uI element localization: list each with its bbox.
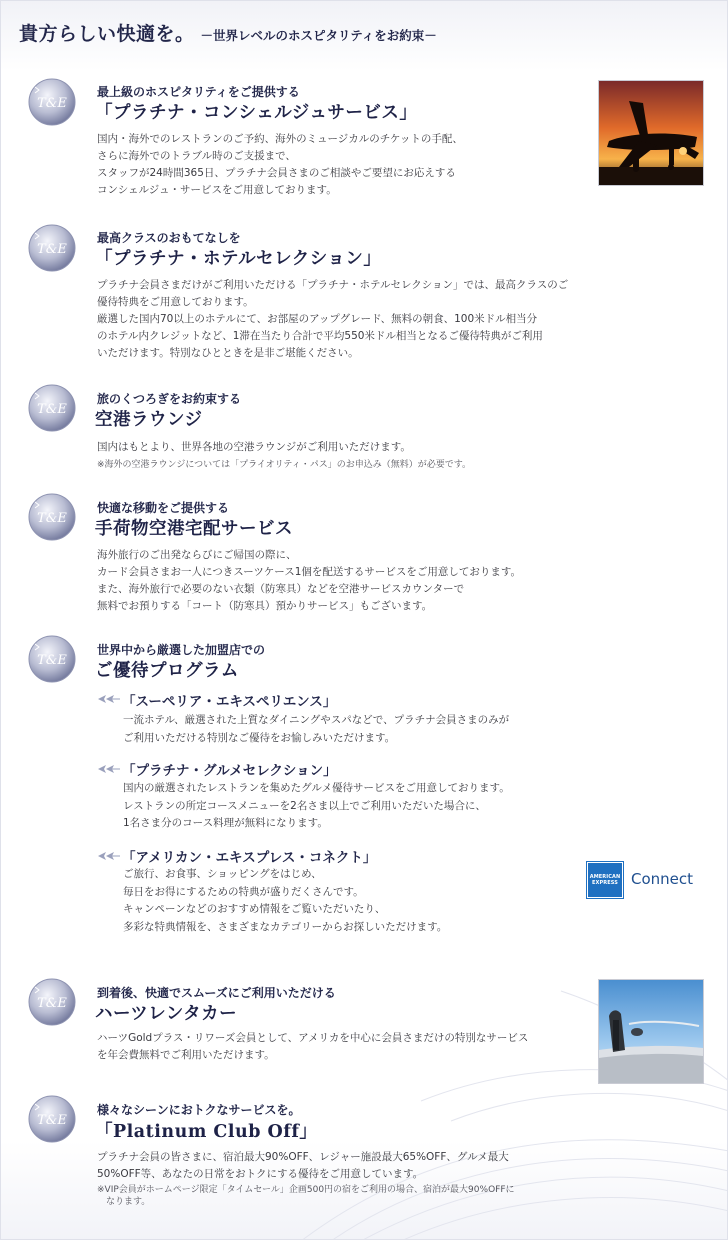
svg-text:T&E: T&E bbox=[37, 96, 67, 111]
page-title: 貴方らしい快適を。 bbox=[19, 23, 195, 45]
te-emblem-icon bbox=[27, 977, 77, 1027]
amex-connect-body: ご旅行、お食事、ショッピングをはじめ、 毎日をお得にするための特典が盛りだくさんです。 キャンペーンなどのおすすめ情報をご覧いただいたり、 多彩な特典情報を、さまざまなカテゴリーからお探しいただけます。 bbox=[123, 868, 448, 933]
te-emblem-icon bbox=[27, 1094, 77, 1144]
page-header bbox=[19, 19, 437, 46]
amex-connect-title: 「アメリカン・エキスプレス・コネクト」 bbox=[122, 850, 377, 866]
svg-text:T&E: T&E bbox=[37, 242, 67, 257]
hertz-subtitle: 到着後、快適でスムーズにご利用いただける bbox=[97, 986, 336, 1000]
concierge-title: 「プラチナ・コンシェルジュサービス」 bbox=[95, 103, 418, 123]
double-arrow-icon bbox=[97, 693, 121, 705]
concierge-body: 国内・海外でのレストランのご予約、海外のミュージカルのチケットの手配、 さらに海外でのトラブル時のご支援まで、 スタッフが24時間365日、プラチナ会員さまのご相談やご要望にお応えする コンシェルジュ・サービスをご用意しております。 bbox=[97, 133, 463, 196]
hotel-title: 「プラチナ・ホテルセレクション」 bbox=[95, 249, 382, 269]
convertible-car-photo bbox=[598, 979, 704, 1084]
concierge-subtitle: 最上級のホスピタリティをご提供する bbox=[97, 85, 300, 99]
te-emblem-icon bbox=[27, 492, 77, 542]
club-off-note: ※VIP会員がホームページ限定「タイムセール」企画500円の宿をご利用の場合、宿泊が最大90%OFFに なります。 bbox=[97, 1185, 515, 1207]
hertz-body: ハーツGoldプラス・リワーズ会員として、アメリカを中心に会員さまだけの特別なサービス を年会費無料でご利用いただけます。 bbox=[97, 1032, 529, 1061]
club-off-body: プラチナ会員の皆さまに、宿泊最大90%OFF、レジャー施設最大65%OFF、グルメ最大 50%OFF等、あなたの日常をおトクにする優待をご用意しています。 bbox=[97, 1151, 509, 1180]
lounge-title: 空港ラウンジ bbox=[95, 410, 203, 430]
double-arrow-icon bbox=[97, 763, 121, 775]
baggage-body: 海外旅行のご出発ならびにご帰国の際に、 カード会員さまお一人につきスーツケース1個を配送するサービスをご用意しております。 また、海外旅行で必要のない衣類（防寒具）などを空港サービスカウンターで 無料でお預りする「コート（防寒具）預かりサービス」もございます。 bbox=[97, 549, 522, 612]
airplane-sunset-photo bbox=[598, 80, 704, 186]
hotel-body: プラチナ会員さまだけがご利用いただける「プラチナ・ホテルセレクション」では、最高クラスのご 優待特典をご用意しております。 厳選した国内70以上のホテルにて、お部屋のアップグレード、無料の朝食、100米ドル相当分 のホテル内クレジットなど、1滞在当たり合計で平均550米ドル相当となるご優待特典がご利用 いただけます。特別なひとときを是非ご堪能ください。 bbox=[97, 279, 569, 359]
program-subtitle: 世界中から厳選した加盟店での bbox=[97, 643, 266, 657]
superior-experience-body: 一流ホテル、厳選された上質なダイニングやスパなどで、プラチナ会員さまのみが ご利用いただける特別なご優待をお愉しみいただけます。 bbox=[123, 714, 510, 744]
superior-experience-title: 「スーペリア・エキスペリエンス」 bbox=[122, 694, 337, 710]
baggage-title: 手荷物空港宅配サービス bbox=[95, 519, 293, 539]
gourmet-selection-title: 「プラチナ・グルメセレクション」 bbox=[122, 763, 337, 779]
svg-text:T&E: T&E bbox=[37, 1113, 67, 1128]
svg-text:T&E: T&E bbox=[37, 653, 67, 668]
te-emblem-icon bbox=[27, 223, 77, 273]
program-title: ご優待プログラム bbox=[95, 661, 239, 681]
hertz-title: ハーツレンタカー bbox=[95, 1004, 238, 1024]
svg-text:T&E: T&E bbox=[37, 996, 67, 1011]
baggage-subtitle: 快適な移動をご提供する bbox=[97, 501, 230, 515]
hotel-subtitle: 最高クラスのおもてなしを bbox=[97, 231, 241, 245]
te-emblem-icon bbox=[27, 77, 77, 127]
club-off-subtitle: 様々なシーンにおトクなサービスを。 bbox=[97, 1103, 301, 1117]
page-subtitle: －世界レベルのホスピタリティをお約束－ bbox=[200, 28, 437, 43]
amex-connect-label: Connect bbox=[631, 870, 694, 888]
gourmet-selection-body: 国内の厳選されたレストランを集めたグルメ優待サービスをご用意しております。 レストランの所定コースメニューを2名さま以上でご利用いただいた場合に、 1名さま分のコース料理が無料になります。 bbox=[123, 782, 510, 829]
lounge-subtitle: 旅のくつろぎをお約束する bbox=[97, 392, 242, 406]
te-emblem-icon bbox=[27, 634, 77, 684]
double-arrow-icon bbox=[97, 850, 121, 862]
svg-text:T&E: T&E bbox=[37, 511, 67, 526]
amex-logo: AMERICAN EXPRESS bbox=[587, 862, 623, 898]
lounge-body: 国内はもとより、世界各地の空港ラウンジがご利用いただけます。 bbox=[97, 441, 411, 453]
svg-text:T&E: T&E bbox=[37, 402, 67, 417]
club-off-title: 「Platinum Club Off」 bbox=[95, 1122, 318, 1142]
te-emblem-icon bbox=[27, 383, 77, 433]
lounge-note: ※海外の空港ラウンジについては「プライオリティ・パス」のお申込み（無料）が必要です。 bbox=[97, 460, 471, 470]
